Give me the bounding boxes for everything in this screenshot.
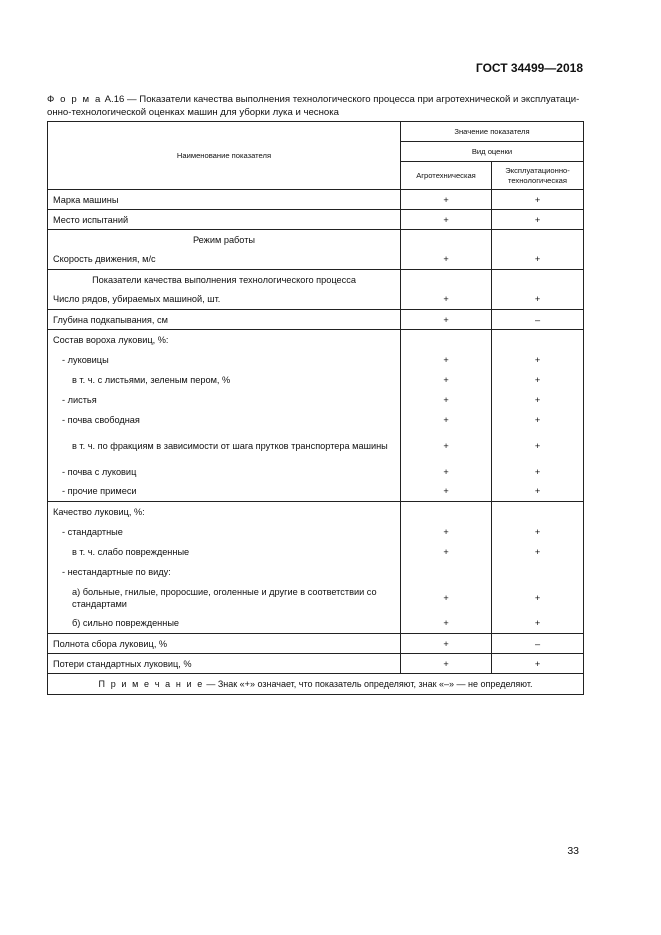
- agro-mark: +: [401, 390, 492, 410]
- table-row: [48, 210, 584, 230]
- table-row: [48, 370, 584, 390]
- table-row: [48, 614, 584, 634]
- agro-mark: +: [401, 250, 492, 270]
- section-title: Режим работы: [48, 230, 401, 250]
- row-label: в т. ч. с листьями, зеленым пером, %: [48, 370, 401, 390]
- indicators-table: [47, 121, 584, 695]
- agro-mark: +: [401, 522, 492, 542]
- agro-mark: +: [401, 482, 492, 502]
- table-row: [48, 654, 584, 674]
- empty-cell: [401, 270, 492, 290]
- table-row: [48, 310, 584, 330]
- section-row: [48, 230, 584, 250]
- agro-mark: +: [401, 290, 492, 310]
- section-row: [48, 270, 584, 290]
- note-text: — Знак «+» означает, что показатель определяют, знак «–» — не определяют.: [203, 679, 533, 689]
- expl-mark: –: [492, 310, 584, 330]
- table-note: [48, 674, 584, 695]
- table-row: [48, 430, 584, 462]
- row-label: в т. ч. слабо поврежденные: [48, 542, 401, 562]
- table-row: [48, 250, 584, 270]
- table-row: [48, 482, 584, 502]
- row-label: а) больные, гнилые, проросшие, оголенные и другие в соответствии со стандартами: [48, 582, 401, 614]
- standard-number: ГОСТ 34499—2018: [475, 61, 583, 75]
- row-label: б) сильно поврежденные: [48, 614, 401, 634]
- expl-mark: +: [492, 350, 584, 370]
- row-label: Место испытаний: [48, 210, 401, 230]
- note-row: [48, 674, 584, 695]
- row-label: - прочие примеси: [48, 482, 401, 502]
- table-row: [48, 410, 584, 430]
- expl-mark: +: [492, 522, 584, 542]
- expl-mark: +: [492, 482, 584, 502]
- agro-mark: +: [401, 210, 492, 230]
- group-heading: Состав вороха луковиц, %:: [48, 330, 401, 350]
- empty-cell: [492, 230, 584, 250]
- subgroup-heading: - нестандартные по виду:: [48, 562, 401, 582]
- agro-mark: +: [401, 190, 492, 210]
- section-title: Показатели качества выполнения технологического процесса: [48, 270, 401, 290]
- agro-mark: +: [401, 634, 492, 654]
- empty-cell: [401, 330, 492, 350]
- expl-mark: +: [492, 370, 584, 390]
- table-row: [48, 634, 584, 654]
- row-label: Потери стандартных луковиц, %: [48, 654, 401, 674]
- empty-cell: [492, 502, 584, 522]
- empty-cell: [492, 562, 584, 582]
- expl-mark: +: [492, 250, 584, 270]
- header-value: Значение показателя: [401, 122, 584, 142]
- empty-cell: [401, 502, 492, 522]
- agro-mark: +: [401, 350, 492, 370]
- agro-mark: +: [401, 462, 492, 482]
- row-label: Число рядов, убираемых машиной, шт.: [48, 290, 401, 310]
- page-number: 33: [567, 845, 579, 857]
- row-label: - почва с луковиц: [48, 462, 401, 482]
- form-caption: [47, 93, 587, 119]
- table-row: [48, 542, 584, 562]
- table-row: [48, 582, 584, 614]
- form-caption-text: А.16 — Показатели качества выполнения технологического процесса при агротехнической и эксплуатаци-онно-технологической оценках машин для уборки лука и чеснока: [47, 94, 580, 118]
- agro-mark: +: [401, 370, 492, 390]
- subgroup-heading-row: [48, 562, 584, 582]
- empty-cell: [492, 270, 584, 290]
- row-label: - почва свободная: [48, 410, 401, 430]
- group-heading-row: [48, 502, 584, 522]
- agro-mark: +: [401, 542, 492, 562]
- expl-mark: +: [492, 210, 584, 230]
- row-label: - луковицы: [48, 350, 401, 370]
- expl-mark: +: [492, 654, 584, 674]
- expl-mark: +: [492, 582, 584, 614]
- row-label: Скорость движения, м/с: [48, 250, 401, 270]
- row-label: в т. ч. по фракциям в зависимости от шага прутков транспортера машины: [48, 430, 401, 462]
- table-row: [48, 190, 584, 210]
- row-label: - листья: [48, 390, 401, 410]
- agro-mark: +: [401, 430, 492, 462]
- group-heading-row: [48, 330, 584, 350]
- empty-cell: [492, 330, 584, 350]
- expl-mark: +: [492, 430, 584, 462]
- row-label: Марка машины: [48, 190, 401, 210]
- expl-mark: +: [492, 390, 584, 410]
- header-indicator-name: Наименование показателя: [48, 122, 401, 190]
- agro-mark: +: [401, 410, 492, 430]
- expl-mark: +: [492, 190, 584, 210]
- agro-mark: +: [401, 654, 492, 674]
- header-evaluation-kind: Вид оценки: [401, 142, 584, 162]
- row-label: Глубина подкапывания, см: [48, 310, 401, 330]
- table-row: [48, 290, 584, 310]
- table-row: [48, 390, 584, 410]
- header-agrotechnical: Агротехническая: [401, 162, 492, 190]
- expl-mark: +: [492, 542, 584, 562]
- expl-mark: +: [492, 410, 584, 430]
- empty-cell: [401, 562, 492, 582]
- expl-mark: +: [492, 290, 584, 310]
- note-word: П р и м е ч а н и е: [98, 679, 204, 689]
- row-label: Полнота сбора луковиц, %: [48, 634, 401, 654]
- form-word: Ф о р м а: [47, 94, 102, 105]
- expl-mark: +: [492, 462, 584, 482]
- agro-mark: +: [401, 582, 492, 614]
- expl-mark: +: [492, 614, 584, 634]
- header-operational: Эксплуатационно-технологическая: [492, 162, 584, 190]
- table-row: [48, 462, 584, 482]
- empty-cell: [401, 230, 492, 250]
- table-row: [48, 522, 584, 542]
- agro-mark: +: [401, 310, 492, 330]
- row-label: - стандартные: [48, 522, 401, 542]
- expl-mark: –: [492, 634, 584, 654]
- group-heading: Качество луковиц, %:: [48, 502, 401, 522]
- agro-mark: +: [401, 614, 492, 634]
- table-row: [48, 350, 584, 370]
